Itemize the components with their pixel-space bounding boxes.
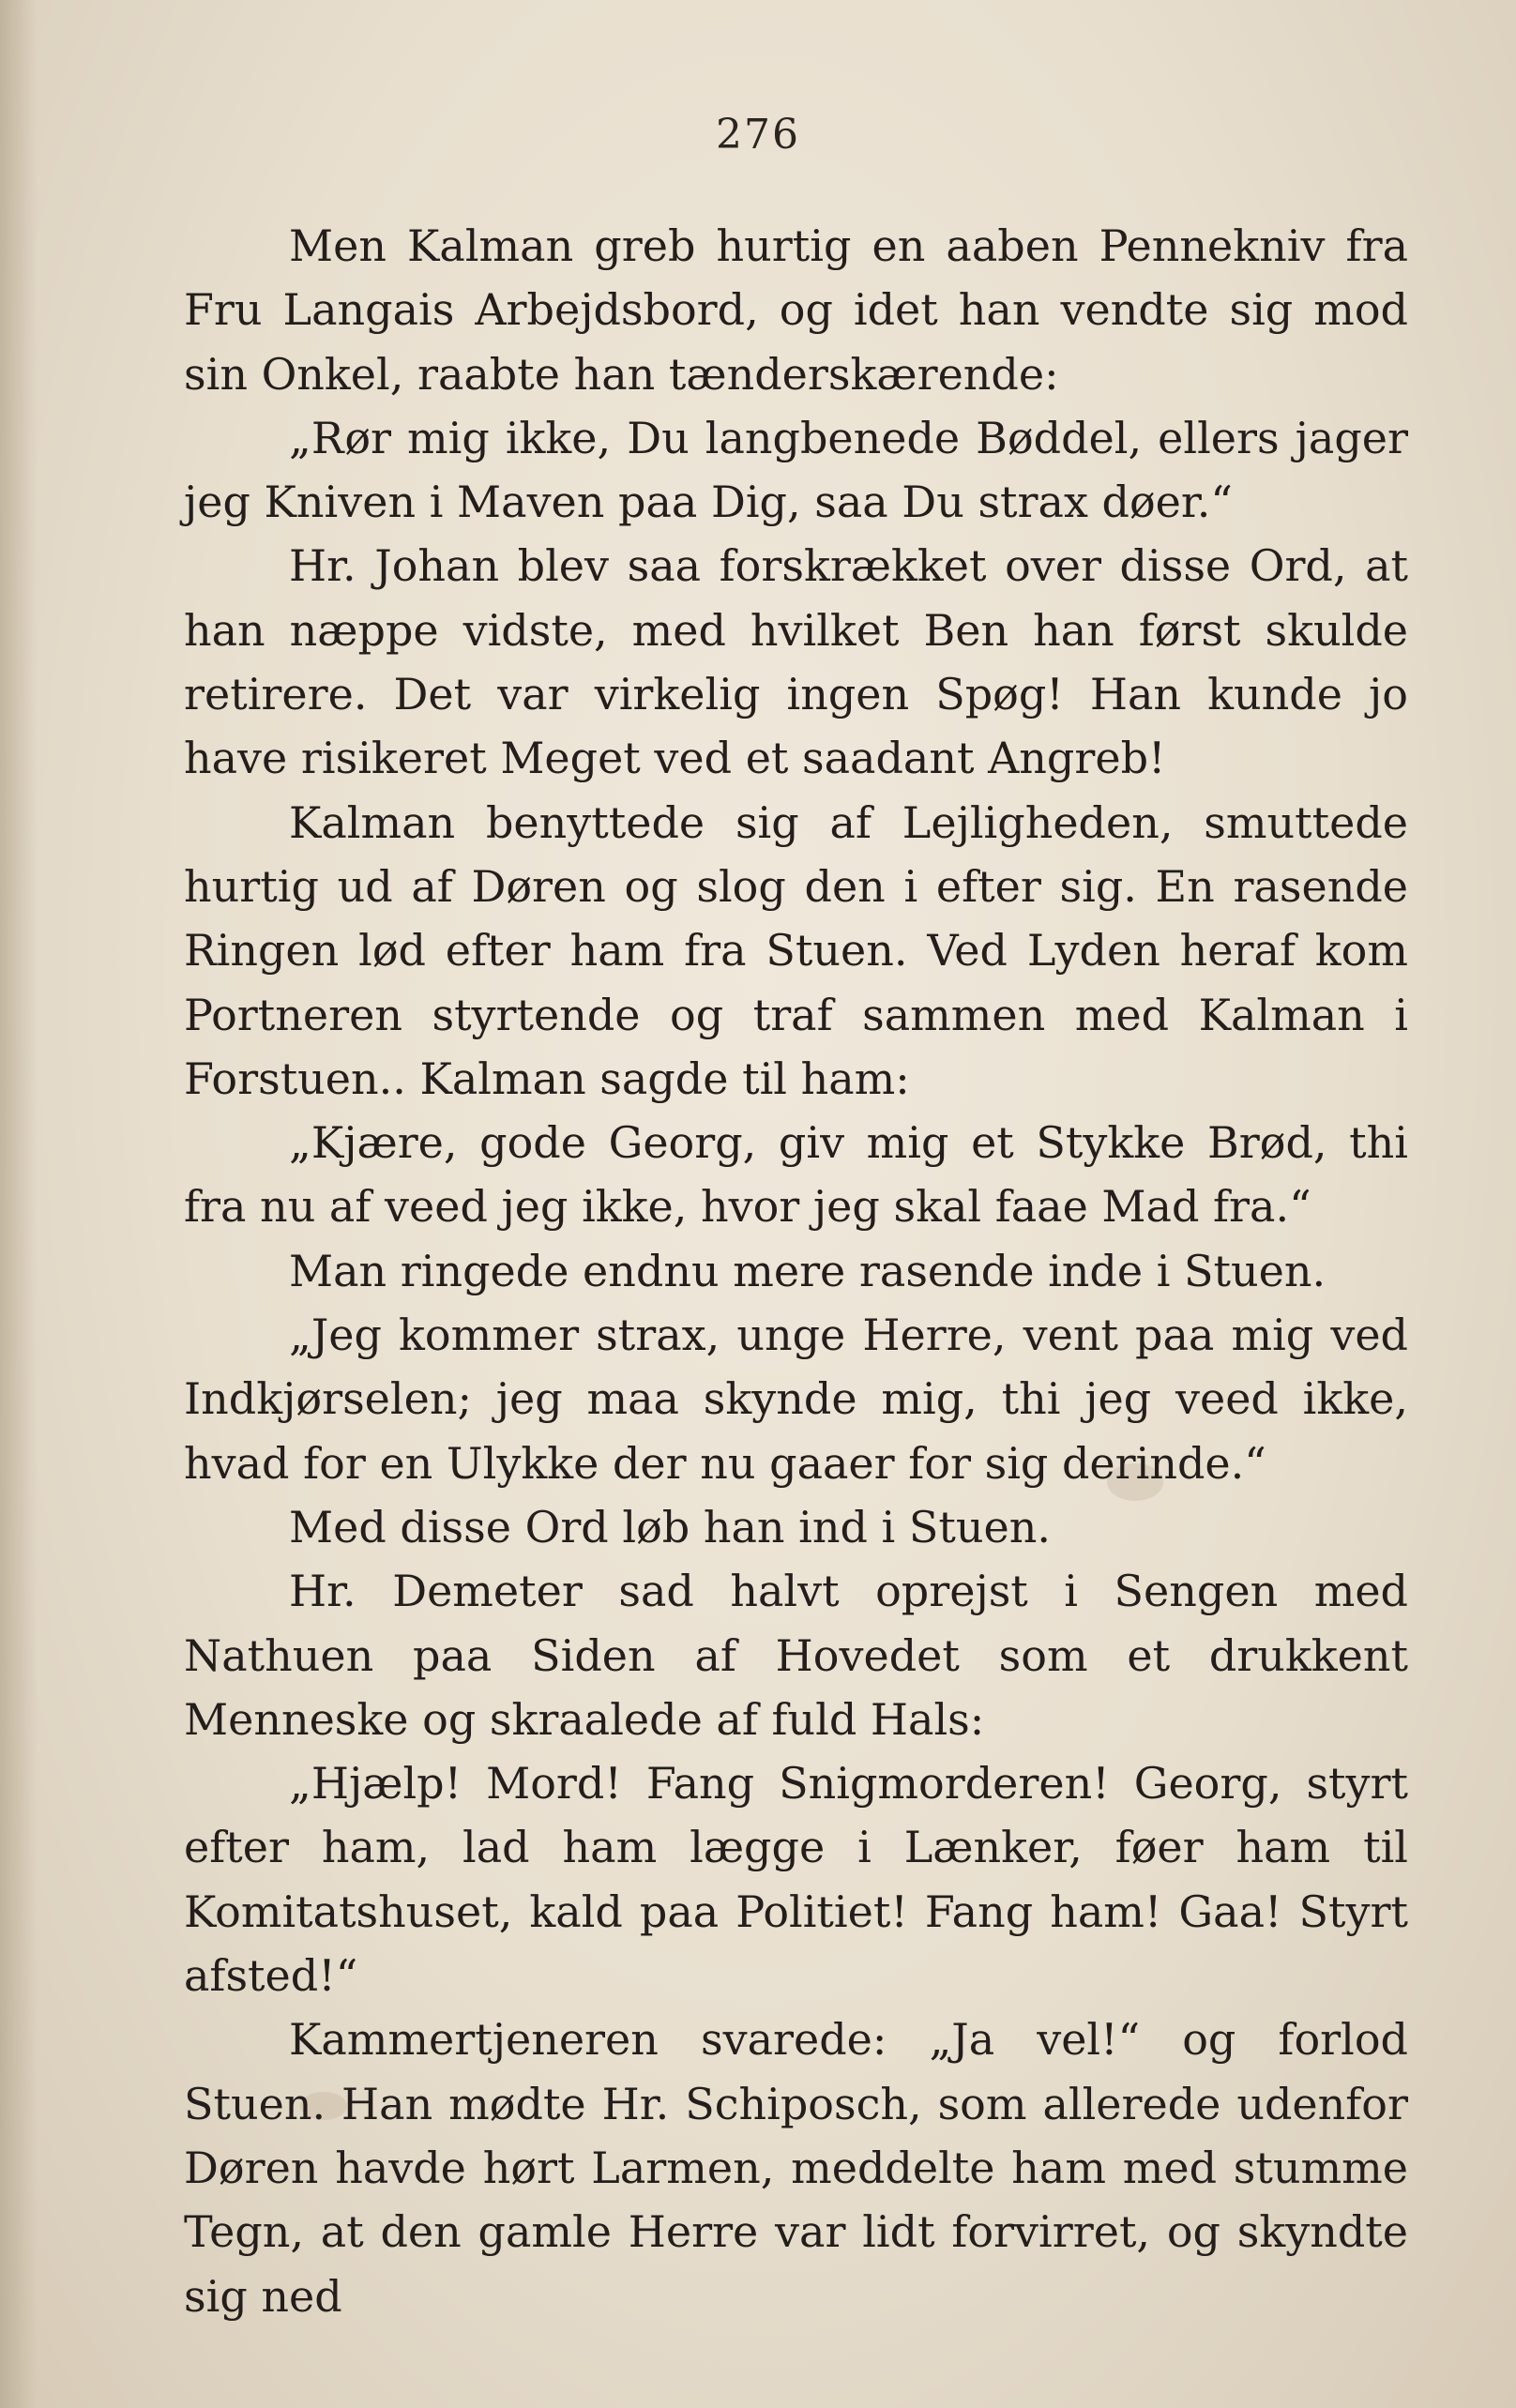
paragraph: Kammertjeneren svarede: „Ja vel!“ og forlod Stuen. Han mødte Hr. Schiposch, som allerede udenfor Døren havde hørt Larmen, meddelte ham med stumme Tegn, at den gamle Herre var lidt forvirret, og skyndte sig ned bbox=[184, 2014, 1408, 2322]
paragraph: „Rør mig ikke, Du langbenede Bøddel, ellers jager jeg Kniven i Maven paa Dig, saa Du strax døer.“ bbox=[184, 412, 1408, 528]
paragraph: Med disse Ord løb han ind i Stuen. bbox=[289, 1501, 1051, 1552]
paragraph: „Hjælp! Mord! Fang Snigmorderen! Georg, styrt efter ham, lad ham lægge i Lænker, føer ham til Komitatshuset, kald paa Politiet! Fang ham! Gaa! Styrt afsted!“ bbox=[184, 1758, 1408, 2002]
paragraph: Kalman benyttede sig af Lejligheden, smuttede hurtig ud af Døren og slog den i efter sig. En rasende Ringen lød efter ham fra Stuen. Ved Lyden heraf kom Portneren styrtende og traf sammen med Kalman i Forstuen.. Kalman sagde til ham: bbox=[184, 796, 1408, 1104]
paragraph: Hr. Demeter sad halvt oprejst i Sengen med Nathuen paa Siden af Hovedet som et drukkent Menneske og skraalede af fuld Hals: bbox=[184, 1566, 1408, 1745]
page-number: 276 bbox=[716, 111, 800, 159]
paragraph: „Kjære, gode Georg, giv mig et Stykke Brød, thi fra nu af veed jeg ikke, hvor jeg skal faae Mad fra.“ bbox=[184, 1117, 1408, 1233]
paragraph: Man ringede endnu mere rasende inde i Stuen. bbox=[289, 1245, 1326, 1296]
paragraph: Hr. Johan blev saa forskrækket over disse Ord, at han næppe vidste, med hvilket Ben han først skulde retirere. Det var virkelig ingen Spøg! Han kunde jo have risikeret Meget ved et saadant Angreb! bbox=[184, 540, 1408, 784]
body-text bbox=[184, 214, 1408, 2328]
paragraph: Men Kalman greb hurtig en aaben Pennekniv fra Fru Langais Arbejdsbord, og idet han vendte sig mod sin Onkel, raabte han tænderskærende: bbox=[184, 220, 1408, 400]
paragraph: „Jeg kommer strax, unge Herre, vent paa mig ved Indkjørselen; jeg maa skynde mig, thi jeg veed ikke, hvad for en Ulykke der nu gaaer for sig derinde.“ bbox=[184, 1310, 1408, 1489]
